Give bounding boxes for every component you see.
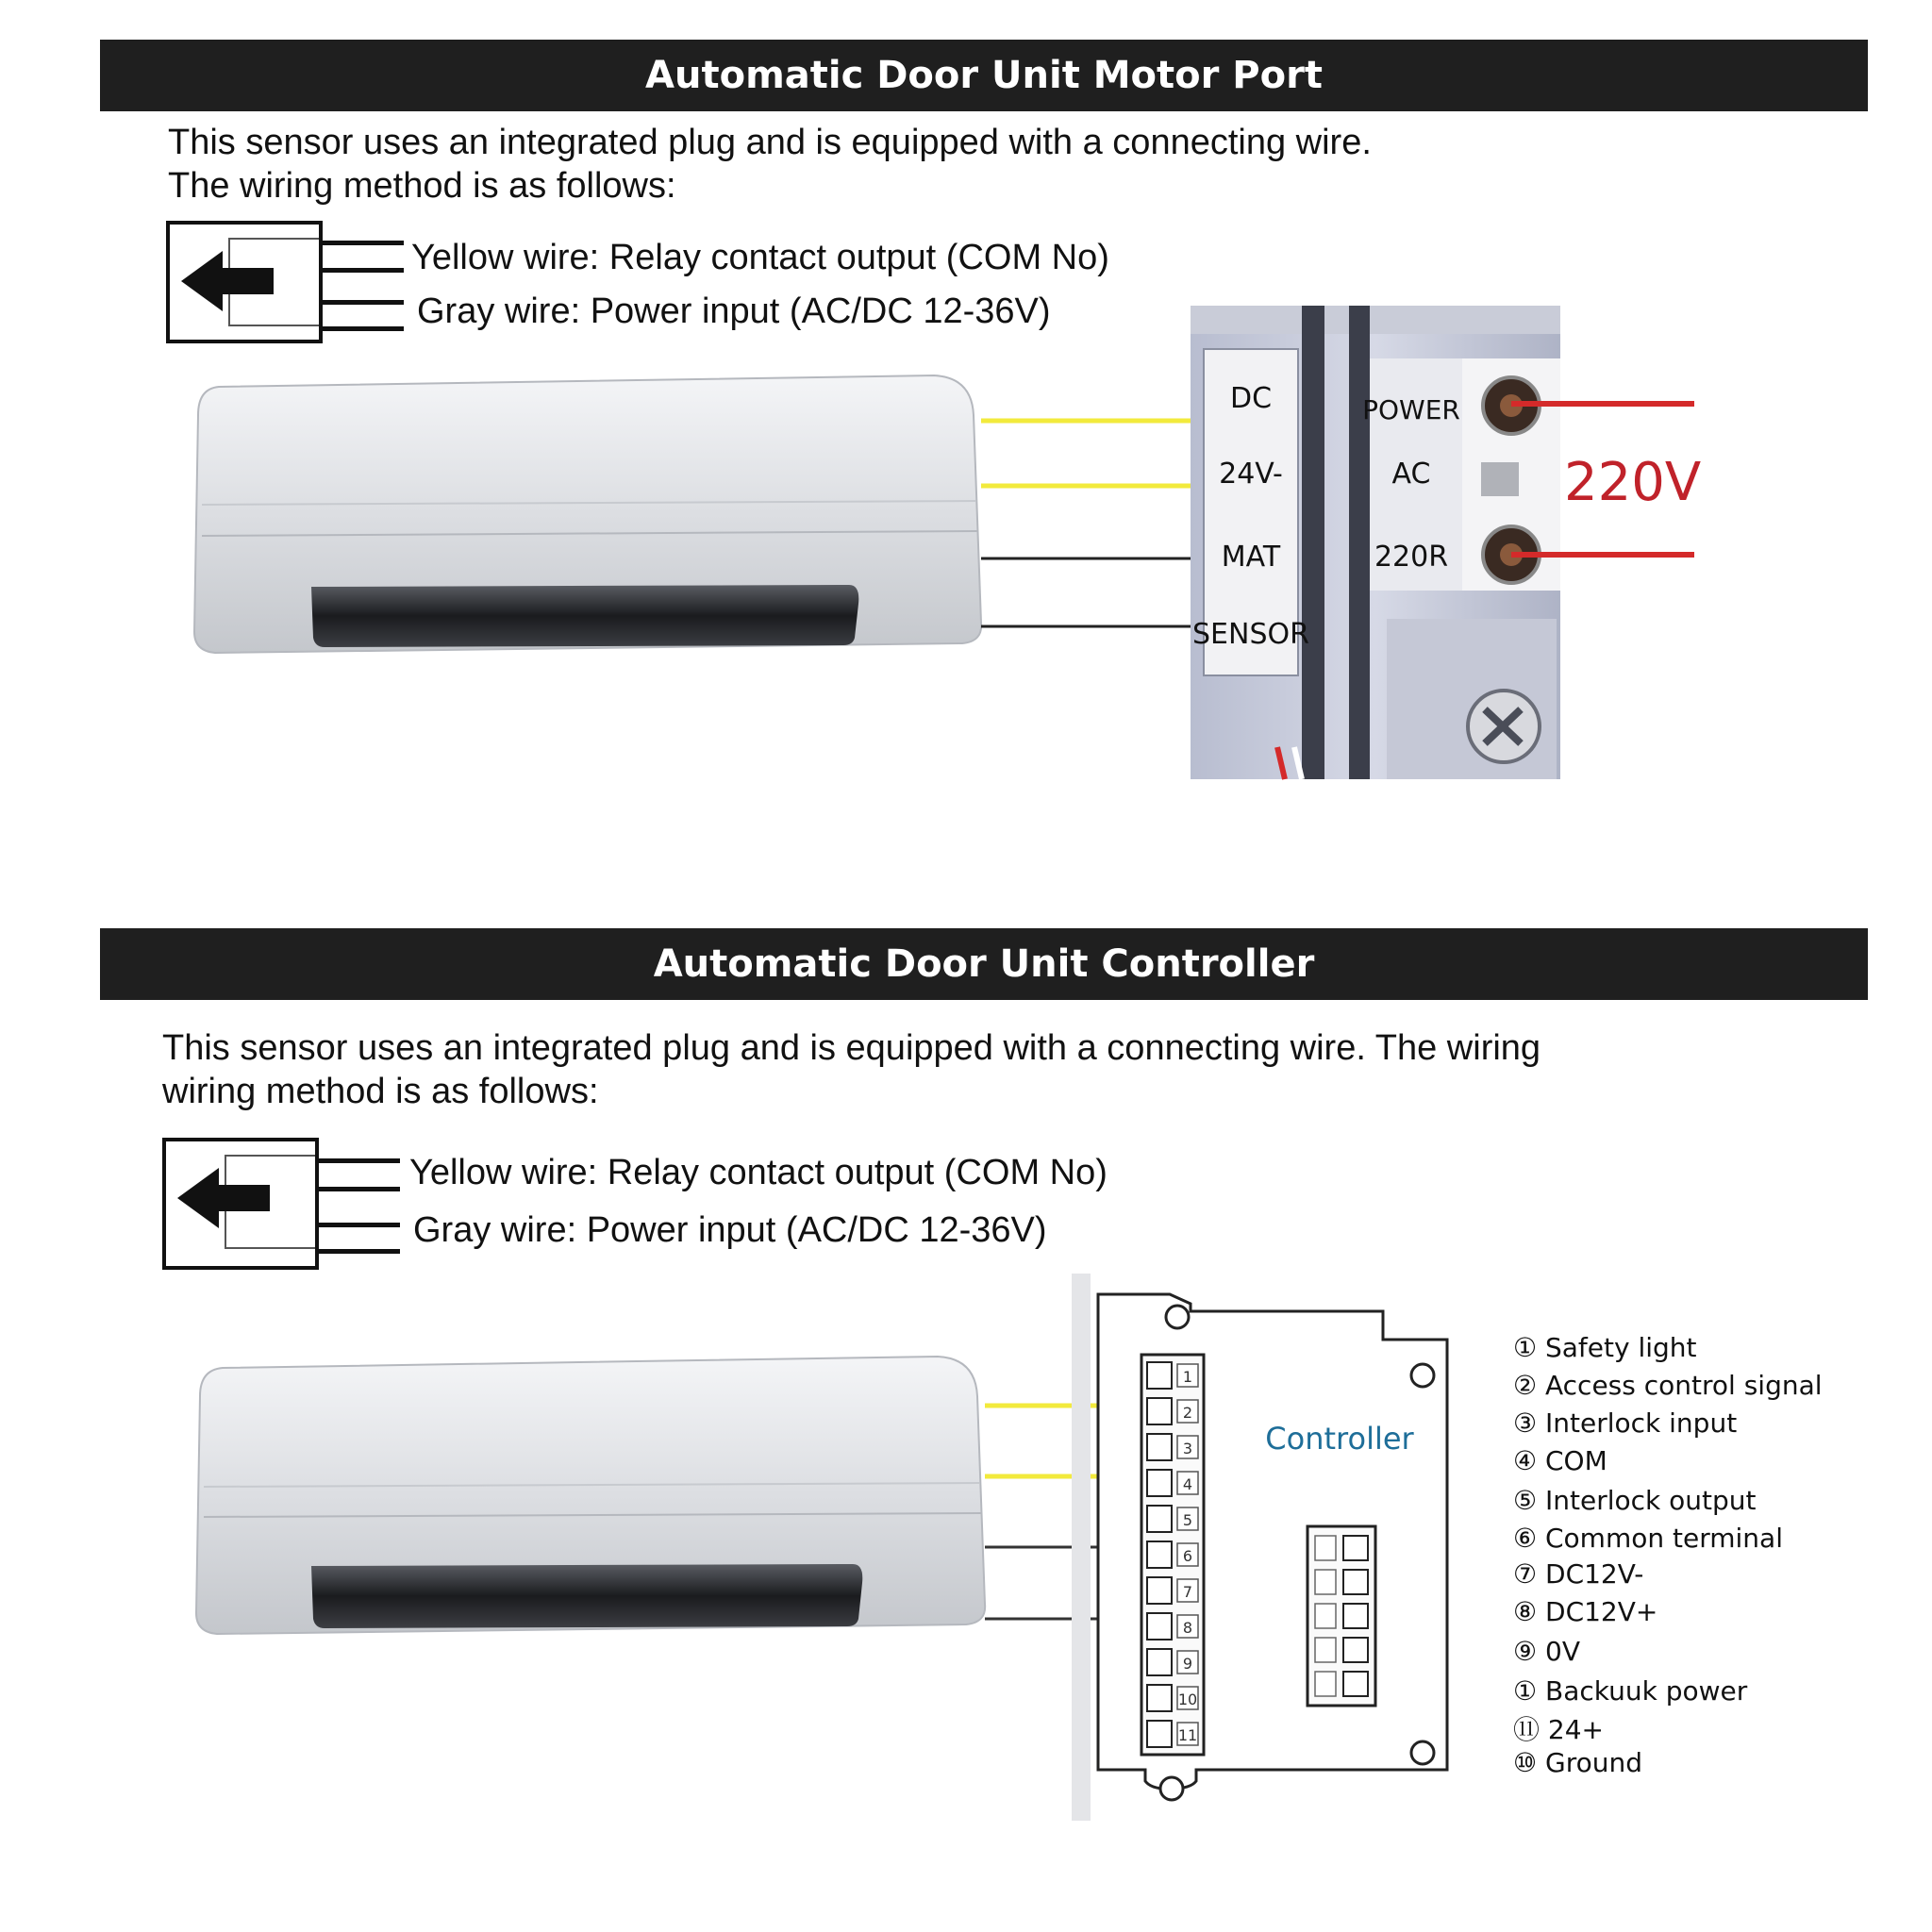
aux-pin-label: [1315, 1570, 1336, 1594]
terminal-label: DC: [1229, 382, 1273, 415]
legend-item: ⑥ Common terminal: [1513, 1523, 1783, 1554]
aux-pin-label: [1315, 1672, 1336, 1696]
section1-title: Automatic Door Unit Motor Port: [645, 54, 1323, 97]
terminal-slot: [1147, 1613, 1172, 1640]
section1-sensor-body: [194, 375, 981, 653]
terminal-slot: [1147, 1434, 1172, 1460]
aux-pin-slot: [1343, 1672, 1368, 1696]
legend-item: ⑪ 24+: [1513, 1714, 1604, 1745]
section2-sensor-body: [196, 1357, 985, 1634]
terminal-number: 5: [1182, 1511, 1193, 1529]
terminal-number: 10: [1177, 1690, 1198, 1708]
terminal-label: SENSOR: [1192, 618, 1309, 651]
sensor-lens: [311, 585, 858, 647]
terminal-number: 8: [1182, 1619, 1193, 1637]
legend-item: ⑤ Interlock output: [1513, 1485, 1757, 1516]
left-arrow-icon: [177, 1168, 219, 1228]
power-label: AC: [1391, 458, 1431, 491]
legend-item: ⑨ 0V: [1513, 1636, 1580, 1667]
section1-intro-line2: The wiring method is as follows:: [168, 166, 676, 206]
terminal-number: 2: [1182, 1404, 1193, 1422]
sensor-lens: [311, 1564, 862, 1628]
terminal-slot: [1147, 1470, 1172, 1496]
controller-label: Controller: [1265, 1421, 1414, 1457]
legend-item: ① Safety light: [1513, 1332, 1697, 1363]
terminal-number: 1: [1182, 1368, 1193, 1386]
power-label: POWER: [1362, 394, 1460, 425]
aux-pin-slot: [1343, 1604, 1368, 1628]
voltage-label: 220V: [1564, 452, 1702, 513]
terminal-slot: [1147, 1721, 1172, 1747]
legend-item: ⑧ DC12V+: [1513, 1596, 1658, 1627]
section2-gray-wire-label: Gray wire: Power input (AC/DC 12-36V): [413, 1210, 1047, 1250]
legend-item: ② Access control signal: [1513, 1370, 1823, 1401]
section1-intro-line1: This sensor uses an integrated plug and is equipped with a connecting wire.: [168, 123, 1372, 162]
mounting-hole: [1166, 1306, 1189, 1328]
section2-title: Automatic Door Unit Controller: [653, 942, 1315, 986]
section2-connector-symbol: [162, 1138, 319, 1270]
mounting-hole: [1411, 1364, 1434, 1387]
terminal-slot: [1147, 1506, 1172, 1532]
connector-pin: [319, 1223, 400, 1227]
terminal-label: 24V-: [1219, 458, 1283, 491]
connector-pin: [319, 1249, 400, 1254]
aux-pin-label: [1315, 1638, 1336, 1662]
terminal-slot: [1147, 1685, 1172, 1711]
terminal-slot: [1147, 1362, 1172, 1389]
terminal-number: 7: [1182, 1583, 1193, 1601]
terminal-label: MAT: [1221, 541, 1281, 574]
legend-item: ③ Interlock input: [1513, 1407, 1738, 1439]
section1-diagram: [0, 0, 1932, 849]
terminal-slot: [1147, 1398, 1172, 1424]
aux-pin-label: [1315, 1604, 1336, 1628]
terminal-slot: [1147, 1577, 1172, 1604]
terminal-number: 11: [1177, 1726, 1198, 1744]
terminal-slot: [1147, 1541, 1172, 1568]
section2-intro: [162, 1026, 1766, 1113]
section2-intro-line2: wiring method is as follows:: [162, 1072, 599, 1111]
terminal-number: 6: [1182, 1547, 1193, 1565]
legend-item: ⑦ DC12V-: [1513, 1558, 1644, 1590]
legend-item: ⑩ Ground: [1513, 1747, 1642, 1778]
aux-pin-slot: [1343, 1638, 1368, 1662]
terminal-number: 3: [1182, 1440, 1193, 1457]
aux-pin-label: [1315, 1536, 1336, 1560]
mounting-hole: [1160, 1777, 1183, 1800]
connector-pin: [319, 1187, 400, 1191]
power-label: 220R: [1374, 541, 1449, 574]
section2-title-banner: [100, 928, 1868, 1000]
section2-intro-line1: This sensor uses an integrated plug and is equipped with a connecting wire. The wiring: [162, 1028, 1541, 1068]
terminal-number: 9: [1182, 1655, 1193, 1673]
controller-board: [1072, 1274, 1447, 1821]
section1-yellow-wire-label: Yellow wire: Relay contact output (COM No): [411, 238, 1109, 277]
terminal-slot: [1147, 1649, 1172, 1675]
section1-terminal-panel: [1191, 306, 1560, 779]
connector-pin: [319, 1158, 400, 1163]
section2-yellow-wire-label: Yellow wire: Relay contact output (COM No): [409, 1153, 1108, 1192]
terminal-number: 4: [1182, 1475, 1193, 1493]
aux-pin-slot: [1343, 1536, 1368, 1560]
mounting-hole: [1411, 1741, 1434, 1764]
section1-gray-wire-label: Gray wire: Power input (AC/DC 12-36V): [417, 291, 1051, 331]
legend-item: ① Backuuk power: [1513, 1675, 1748, 1707]
legend-item: ④ COM: [1513, 1445, 1607, 1476]
aux-pin-slot: [1343, 1570, 1368, 1594]
